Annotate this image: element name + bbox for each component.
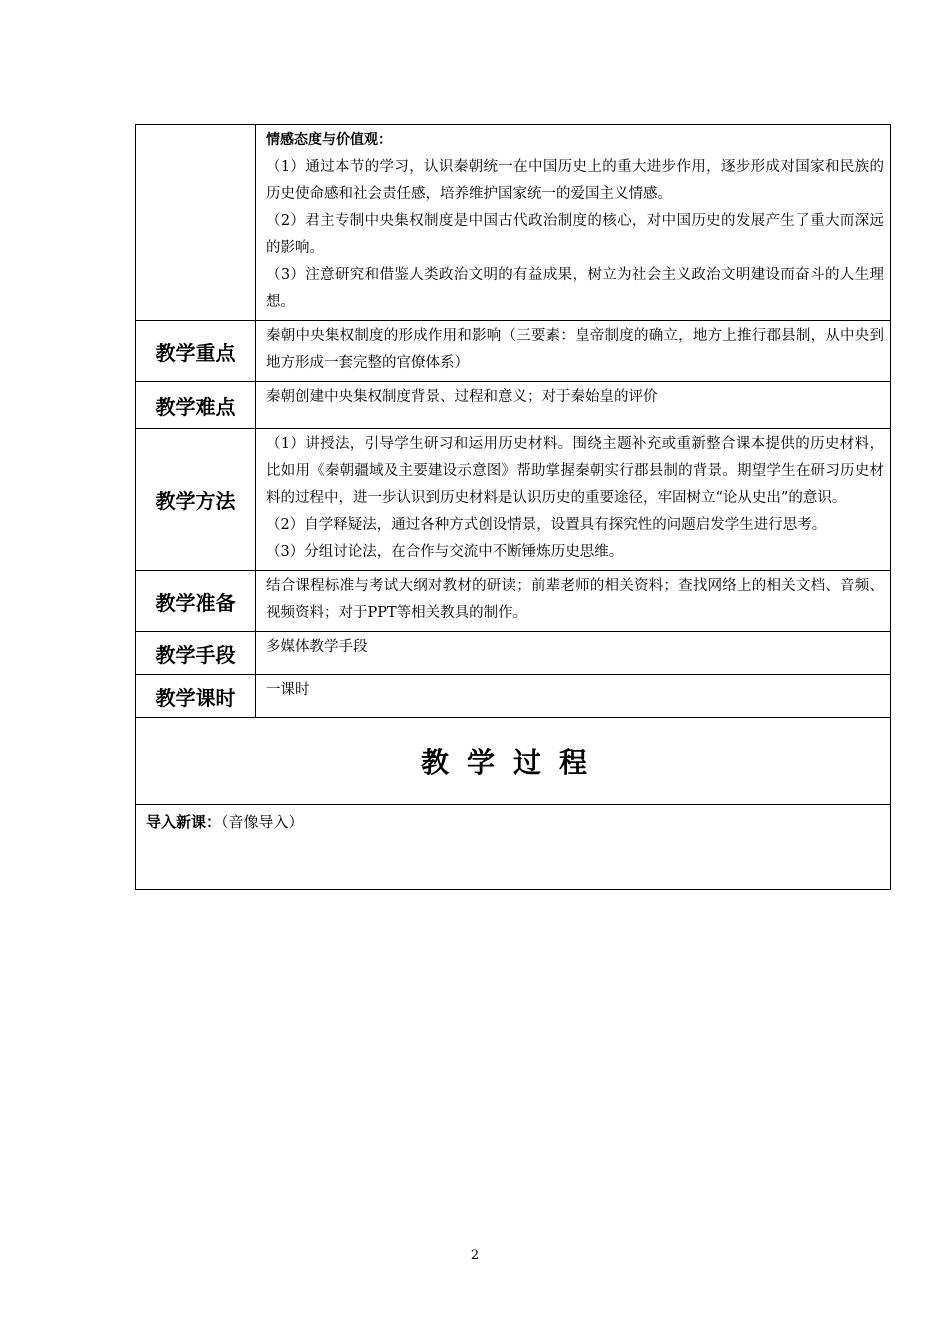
key-points-text <box>256 321 891 382</box>
difficulties-row <box>136 382 891 429</box>
preparation-row <box>136 571 891 632</box>
preparation-label: 教学准备 <box>136 571 256 632</box>
methods-row <box>136 429 891 571</box>
methods-paragraph-3: （3）分组讨论法，在合作与交流中不断锤炼历史思维。 <box>266 544 624 560</box>
difficulties-paragraph: 秦朝创建中央集权制度背景、过程和意义；对于秦始皇的评价 <box>266 389 658 405</box>
page-number: 2 <box>470 1248 480 1263</box>
attitude-paragraph-3: （3）注意研究和借鉴人类政治文明的有益成果，树立为社会主义政治文明建设而奋斗的人生理想。 <box>266 267 884 310</box>
means-text <box>256 632 891 675</box>
difficulties-label: 教学难点 <box>136 382 256 429</box>
lesson-plan-table <box>135 124 891 890</box>
methods-paragraph-2: （2）自学释疑法，通过各种方式创设情景，设置具有探究性的问题启发学生进行思考。 <box>266 517 827 533</box>
attitude-paragraph-2: （2）君主专制中央集权制度是中国古代政治制度的核心，对中国历史的发展产生了重大而深远的影响。 <box>266 213 884 256</box>
process-title-row <box>136 718 891 805</box>
attitude-content-cell <box>256 125 891 321</box>
means-row <box>136 632 891 675</box>
attitude-label-cell <box>136 125 256 321</box>
hours-paragraph: 一课时 <box>266 682 310 698</box>
means-paragraph: 多媒体教学手段 <box>266 639 368 655</box>
attitude-row <box>136 125 891 321</box>
process-title: 教学过程 <box>136 718 891 805</box>
means-label: 教学手段 <box>136 632 256 675</box>
attitude-heading: 情感态度与价值观： <box>266 132 392 148</box>
hours-row <box>136 675 891 718</box>
attitude-paragraph-1: （1）通过本节的学习，认识秦朝统一在中国历史上的重大进步作用，逐步形成对国家和民族的历史使命感和社会责任感，培养维护国家统一的爱国主义情感。 <box>266 159 884 202</box>
methods-paragraph-1: （1）讲授法，引导学生研习和运用历史材料。围绕主题补充或重新整合课本提供的历史材料，比如用《秦朝疆域及主要建设示意图》帮助掌握秦朝实行郡县制的背景。期望学生在研习历史材料的过程中，进一步认识到历史材料是认识历史的重要途径，牢固树立“论从史出”的意识。 <box>266 436 884 506</box>
intro-cell <box>136 805 891 890</box>
intro-text: （音像导入） <box>221 813 304 831</box>
methods-content <box>256 429 891 571</box>
key-points-paragraph: 秦朝中央集权制度的形成作用和影响（三要素：皇帝制度的确立，地方上推行郡县制，从中央到地方形成一套完整的官僚体系） <box>266 328 884 371</box>
key-points-label: 教学重点 <box>136 321 256 382</box>
preparation-paragraph: 结合课程标准与考试大纲对教材的研读；前辈老师的相关资料；查找网络上的相关文档、音频、视频资料；对于PPT等相关教具的制作。 <box>266 578 884 621</box>
hours-text <box>256 675 891 718</box>
intro-label: 导入新课： <box>146 813 222 831</box>
preparation-text <box>256 571 891 632</box>
methods-label: 教学方法 <box>136 429 256 571</box>
hours-label: 教学课时 <box>136 675 256 718</box>
difficulties-text <box>256 382 891 429</box>
intro-row <box>136 805 891 890</box>
key-points-row <box>136 321 891 382</box>
